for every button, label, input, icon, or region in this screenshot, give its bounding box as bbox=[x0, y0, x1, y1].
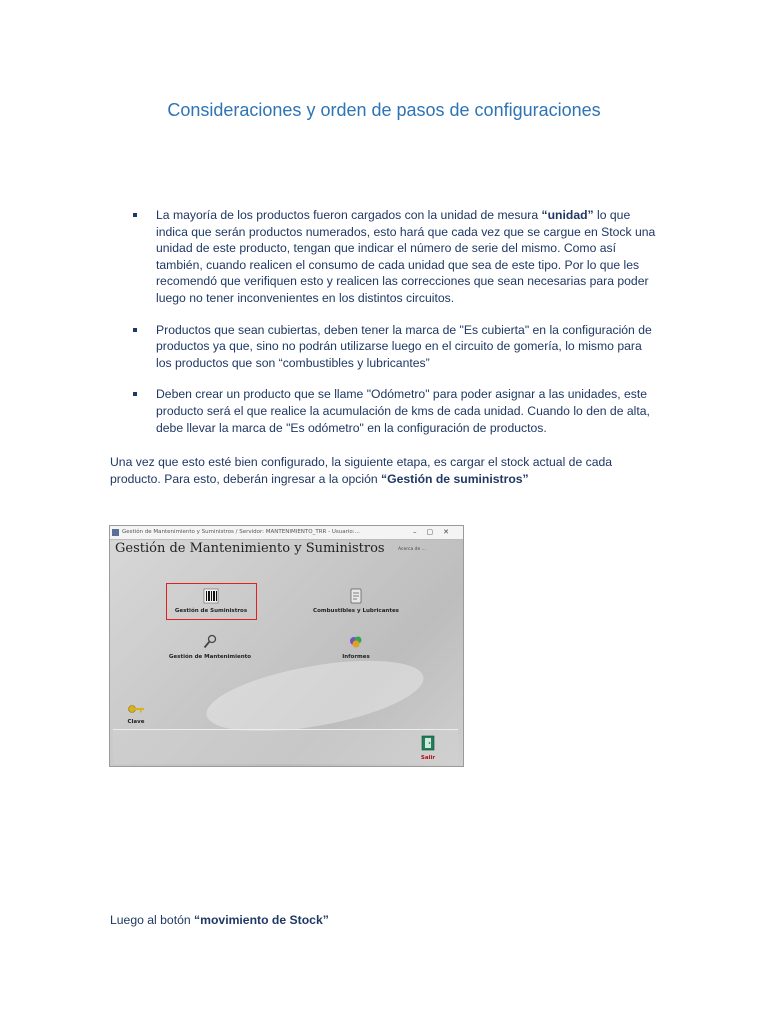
list-item bbox=[130, 322, 660, 372]
tile-label: Gestión de Mantenimiento bbox=[168, 654, 252, 660]
considerations-list bbox=[130, 207, 660, 451]
barcode-icon bbox=[203, 588, 219, 604]
list-item bbox=[130, 207, 660, 307]
suministros-button[interactable] bbox=[168, 588, 254, 614]
tile-label: Clave bbox=[127, 719, 145, 725]
exit-door-icon bbox=[420, 735, 436, 751]
app-icon bbox=[112, 529, 119, 536]
list-item-text: La mayoría de los productos fueron cargados con la unidad de mesura bbox=[156, 208, 542, 222]
paragraph-text: Luego al botón bbox=[110, 913, 195, 927]
list-item-text: Productos que sean cubiertas, deben tener la marca de "Es cubierta" en la configuración de productos ya que, sino no podrán utilizarse luego en el circuito de gomería, lo mismo para los productos que son “combustibles y lubricantes” bbox=[156, 322, 652, 370]
list-item-text: Deben crear un producto que se llame "Odómetro" para poder asignar a las unidades, este producto será el que realice la acumulación de kms de cada unidad. Cuando lo den de alta, debe llevar la marca de "Es odómetro" en la configuración de productos. bbox=[156, 387, 650, 435]
mantenimiento-button[interactable] bbox=[162, 634, 258, 660]
wrench-icon bbox=[202, 634, 218, 650]
key-icon bbox=[127, 703, 145, 715]
document-icon bbox=[348, 588, 364, 604]
tile-label: Informes bbox=[342, 654, 370, 660]
combustibles-button[interactable] bbox=[306, 588, 406, 614]
clave-button[interactable] bbox=[122, 703, 150, 725]
app-screenshot bbox=[109, 525, 464, 767]
page-title: Consideraciones y orden de pasos de configuraciones bbox=[167, 100, 601, 120]
paragraph-bold: “movimiento de Stock” bbox=[194, 913, 329, 927]
informes-button[interactable] bbox=[332, 634, 380, 660]
paragraph-stock-movement bbox=[110, 912, 660, 929]
bottom-panel bbox=[113, 729, 458, 764]
paragraph-text: Una vez que esto esté bien configurado, la siguiente etapa, es cargar el stock actual de cada producto. Para esto, deberán ingresar a la opción bbox=[110, 455, 613, 486]
reports-icon bbox=[348, 634, 364, 650]
paragraph-next-step bbox=[110, 454, 660, 487]
tile-label: Gestión de Suministros bbox=[174, 608, 248, 614]
tile-label: Salir bbox=[420, 755, 436, 761]
list-item-bold: “unidad” bbox=[541, 208, 594, 222]
about-link[interactable]: Acerca de ... bbox=[398, 547, 427, 552]
window-titlebar bbox=[110, 526, 463, 540]
tile-label: Combustibles y Lubricantes bbox=[313, 608, 399, 614]
salir-button[interactable] bbox=[414, 735, 442, 761]
app-heading: Gestión de Mantenimiento y Suministros bbox=[115, 541, 385, 556]
paragraph-bold: “Gestión de suministros” bbox=[381, 471, 529, 486]
list-item bbox=[130, 386, 660, 436]
window-title: Gestión de Mantenimiento y Suministros / Servidor: MANTENIMIENTO_TRR - Usuario:... bbox=[122, 529, 360, 535]
window-controls[interactable]: –▢✕ bbox=[413, 528, 459, 536]
list-item-text: lo que indica que serán productos numerados, esto hará que cada vez que se cargue en Stock una unidad de este producto, tengan que indicar el número de serie del mismo. Como así también, cuando realicen el consumo de cada unidad que sea de este tipo. Por lo que les recomendó que verifiquen esto y realicen las correcciones que sean necesarias para poder luego no tener inconvenientes en los distintos circuitos. bbox=[156, 208, 656, 305]
